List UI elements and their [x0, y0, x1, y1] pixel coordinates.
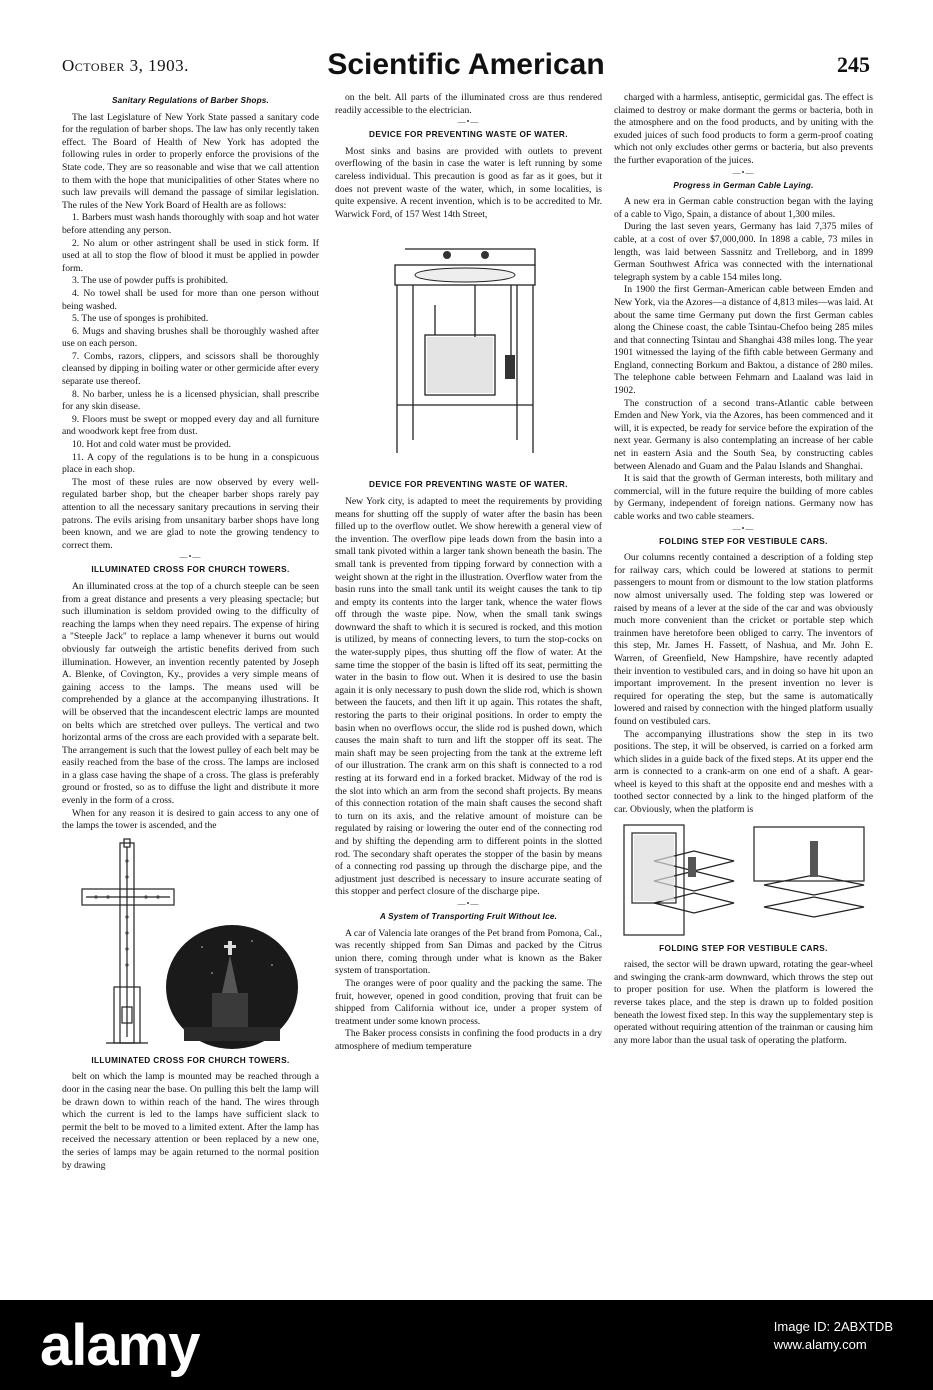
fruit-paragraph-3: The Baker process consists in confining the food products in a dry atmosphere of medium temperature [335, 1028, 602, 1052]
rule-10: 10. Hot and cold water must be provided. [72, 439, 232, 451]
step-paragraph-1: Our columns recently contained a description of a folding step for railway cars, which could be lowered at stations to permit passengers to mount from or dismount to the low station platforms now almost universally used. The folding step was lowered or raised by means of a lever at the side of the car and was obviously much more convenient than the cricket or portable step which trainmen have heretofore been obliged to carry. The inventors of this step, Mr. James H. Fassett, of Nashua, and Mr. John E. Warren, of Greenfield, New Hampshire, have recently adapted their invention to vestibuled cars, and in doing so have hit upon an important improvement. In the present invention no lever is required for operating the step, but the same is automatically lowered and raised by connection with the hinged platform usually found on vestibuled cars. [614, 552, 873, 727]
step-caption: FOLDING STEP FOR VESTIBULE CARS. [659, 943, 828, 953]
barber-intro: The last Legislature of New York State passed a sanitary code for the regulation of barber shops. The law has only recently taken effect. The Board of Health of New York has adopted the following rules in order to properly enforce the provisions of the State code. They are so reasonable and wise that we call attention to them with the hope that municipalities of other States where no such law prevails will demand the passage of similar legislation. The rules of the New York Board of Health are as follows: [62, 111, 319, 211]
waste-paragraph-2: New York city, is adapted to meet the requirements by providing means for shutting off the supply of water after the basin has been filled up to the overflow outlet. We show herewith a general view of the invention. The overflow pipe leads down from the basin into a small tank pivoted within a larger tank shown beneath the basin. The small tank is prevented from tipping forward by connection with a weight shown at the right in the illustration. Overflow water from the basin runs into the small tank until its weight causes the tank to tip and empty its contents into the larger tank, whence the water flows off through the waste pipe. Now, when the small tank swings downward the shaft to which it is secured is rocked, and this motion is utilized, by means of connecting levers, to turn the stop-cocks on the water-supply pipes, thus shutting off the flow of water. At the same time the stopper of the basin is lifted off its seat, permitting the water in the basin to flow out. When it is desired to use the basin again it is only necessary to push down the slide rod, which is shown between the faucets, and then lift it up again. This rotates the shaft, restoring the parts to their original positions. In order to empty the basin when no overflows occur, the slide rod is pushed down, which causes the main shaft to turn and lift the stopper off its seat. The main shaft may be seen projecting from the tank at the extreme left of our illustration. The crank arm on this shaft is connected to a rod resting at its forward end in a forked bracket. Midway of the rod is the slot into which an arm from the second shaft projects. By means of this connection rotation of the main shaft causes the second shaft to turn on its axis, and the relative amount of moisture can be regulated by raising or lowering the outer end of the connecting rod and by shifting the depending arm to different points in the slotted rod. The secondary shaft operates the stopper of the basin by means of a connecting rod passing up through the discharge pipe, and the adjustment just described is necessary to insure accurate seating of this stopper and perfect closure of the discharge pipe. [335, 495, 602, 898]
rule-2: 2. No alum or other astringent shall be used in stick form. If used at all to stop the flow of blood it must be applied in powder form. [62, 237, 319, 274]
cable-paragraph-5: It is said that the growth of German interests, both military and commercial, will in the future require the building of more cables by Germany, independent of foreign nations. Germany now has cable works and two cable steamers. [614, 473, 873, 522]
cross-illustration [62, 837, 319, 1051]
cross-engraving-icon [62, 837, 319, 1051]
rule-6: 6. Mugs and shaving brushes shall be thoroughly washed after use on each person. [62, 325, 319, 350]
column-2 [335, 92, 602, 1053]
page-number: 245 [837, 52, 870, 77]
cable-heading: Progress in German Cable Laying. [673, 180, 814, 190]
site-url: www.alamy.com [773, 1337, 867, 1352]
rule-8: 8. No barber, unless he is a licensed physician, shall prescribe for any skin disease. [62, 388, 319, 413]
step-heading: FOLDING STEP FOR VESTIBULE CARS. [659, 536, 828, 546]
rule-5: 5. The use of sponges is prohibited. [72, 313, 209, 325]
fruit-paragraph-2: The oranges were of poor quality and the packing the same. The fruit, however, opened in good condition, proving that fruit can be shipped from California without ice, under a proper system of treatment under some known process. [335, 977, 602, 1027]
barber-heading: Sanitary Regulations of Barber Shops. [111, 96, 270, 105]
fruit-paragraph-1: A car of Valencia late oranges of the Pet brand from Pomona, Cal., was recently shipped from San Dimas and packed by the Citrus union there, coming through under what is known as the Baker system of transportation. [335, 927, 602, 977]
masthead-title: Scientific American [327, 48, 605, 81]
section-divider: —•— [732, 167, 755, 177]
folding-step-illustration [614, 821, 873, 939]
cross-caption: ILLUMINATED CROSS FOR CHURCH TOWERS. [91, 1055, 290, 1065]
section-divider: —•— [457, 898, 480, 908]
column-3 [614, 92, 873, 1047]
cross-paragraph-3: belt on which the lamp is mounted may be reached through a door in the casing near the base. On pulling this belt the lamp will be drawn down to within reach of the hand. The wires through which the current is led to the lamps have sufficient slack to permit the belt to be moved to a limited extent. After the lamp has received the necessary attention or been replaced by a new one, the series of lamps may be again returned to the normal position by drawing [62, 1071, 319, 1171]
water-device-illustration [335, 225, 602, 475]
rule-1: 1. Barbers must wash hands thoroughly with soap and hot water before attending any person. [62, 212, 319, 236]
rule-9: 9. Floors must be swept or mopped every day and all furniture and woodwork kept free from dust. [62, 413, 319, 438]
alamy-logo: alamy [40, 1313, 200, 1378]
column-1 [62, 92, 319, 1172]
cable-paragraph-4: The construction of a second trans-Atlantic cable between Emden and New York, via the Azores, has been commenced and it will, it is expected, be ready for service before the expiration of the next year. Germany is also contemplating an increase of her cable net in eastern Asia and the South Sea, by constructing cables between Alenado and Guam and the Palau Islands and Shanghai. [614, 397, 873, 472]
rule-7: 7. Combs, razors, clippers, and scissors shall be thoroughly cleansed by dipping in boiling water or other germicide after every separate use thereof. [62, 350, 319, 388]
cable-paragraph-3: In 1900 the first German-American cable between Emden and New York, via the Azores—a distance of 4,813 miles—was laid. At about the same time Germany put down the first German cables along the Chinese coast, the cable Tsintau-Chefoo being 285 miles and that connecting Tsintau and Shanghai 438 miles long. The year 1901 witnessed the laying of the fifth cable between Germany and England, connecting Borkum and Baktou, a distance of 280 miles. The telephone cable between Fehmarn and Laaland was laid in 1902. [614, 284, 873, 397]
waste-heading: DEVICE FOR PREVENTING WASTE OF WATER. [369, 130, 568, 140]
step-paragraph-3: raised, the sector will be drawn upward, rotating the gear-wheel and swinging the crank-arm downward, which throws the step out to proper position for use. When the platform is lowered the reverse takes place, and the step is drawn up to folded position beneath the lowest fixed step. In this way the supplementary step is operated without requiring attention of the trainman or causing him any more labor than the usual task of operating the platform. [614, 959, 873, 1046]
rule-3: 3. The use of powder puffs is prohibited. [72, 275, 229, 287]
cable-paragraph-1: A new era in German cable construction began with the laying of a cable to Vigo, Spain, a distance of about 1,300 miles. [614, 196, 873, 220]
rule-4: 4. No towel shall be used for more than one person without being washed. [62, 287, 319, 312]
cable-paragraph-2: During the last seven years, Germany has laid 7,375 miles of cable, at a cost of over $7,000,000. In 1898 a cable, 73 miles in length, was laid between Sassnitz and Trelleborg, and in 1899 German Southwest Africa was connected with the international telegraph system by a cable 154 miles long. [614, 221, 873, 283]
fruit-continuation: charged with a harmless, antiseptic, germicidal gas. The effect is claimed to destroy or make dormant the germs or bacteria, both in the atmosphere and on the food products, and by uniting with the exuded juices of such food products to form a germ-proof coating which not only excludes other germs or bacteria, but also prevents the further evaporation of the juices. [614, 92, 873, 166]
cross-paragraph-1: An illuminated cross at the top of a church steeple can be seen from a great distance and presents a very pleasing spectacle; but such illumination is seldom provided owing to the difficulty of reaching the lamps when they need repairs. The expense of hiring a "Steeple Jack" to replace a lamp whenever it burns out would obviously far outweigh the artistic benefits derived from such illumination. However, an invention recently patented by Joseph A. Blenke, of Covington, Ky., provides a very simple means of gaining access to the lamps. The means used will be comprehended by a glance at the accompanying illustrations. It will be observed that the incandescent electric lamps are mounted on belts which are stretched over pulleys. The vertical and two horizontal arms of the cross are each provided with a separate belt. The arrangement is such that the lowest pulley of each belt may be easily reached from the base of the cross. The lamps are inclosed in a glass case having the shape of a cross. The glass is preferably ground or frosted, so as to diffuse the light and distribute it more evenly in the form of a cross. [62, 580, 319, 807]
barber-closing: The most of these rules are now observed by every well-regulated barber shop, but the cheaper barber shops rarely pay attention to all the necessary sanitary precautions in serving their patrons. The evils arising from unsanitary barber shops have long been known, and we are glad to note the growing tendency to correct them. [62, 476, 319, 551]
issue-date: October 3, 1903. [62, 56, 189, 75]
waste-paragraph-1: Most sinks and basins are provided with outlets to prevent overflowing of the basin in case the water is left running by some careless individual. This precaution is good as far as it goes, but it does not prevent waste of the water, which, in some localities, is quite expensive. A recent invention, which is to be accredited to Mr. Warwick Ford, of 157 West 14th Street, [335, 145, 602, 220]
stock-watermark-band [0, 1300, 933, 1390]
image-id: Image ID: 2ABXTDB [773, 1319, 893, 1334]
section-divider: —•— [457, 117, 480, 127]
section-divider: —•— [732, 523, 755, 533]
step-paragraph-2: The accompanying illustrations show the step in its two positions. The step, it will be observed, is carried on a forked arm which slides in a guide back of the fixed steps. At its upper end the arm is connected to a crank-arm on one end of a shaft. A gear-wheel is keyed to this shaft at the opposite end and meshes with a toothed sector connected by a link to the hinged platform of the car. Obviously, when the platform is [614, 728, 873, 816]
cross-paragraph-2: When for any reason it is desired to gain access to any one of the lamps the tower is ascended, and the [62, 807, 319, 832]
cross-continuation: on the belt. All parts of the illuminated cross are thus rendered readily accessible to the electrician. [335, 92, 602, 116]
fruit-heading: A System of Transporting Fruit Without Ice. [379, 911, 558, 921]
rule-11: 11. A copy of the regulations is to be hung in a conspicuous place in each shop. [62, 451, 319, 476]
cross-heading: ILLUMINATED CROSS FOR CHURCH TOWERS. [91, 565, 290, 575]
watermark-meta [774, 1318, 893, 1354]
page-header [62, 48, 870, 82]
waste-caption: DEVICE FOR PREVENTING WASTE OF WATER. [369, 480, 568, 490]
folding-step-engraving-icon [614, 821, 873, 939]
basin-stand-engraving-icon [335, 225, 602, 475]
section-divider: —•— [179, 552, 202, 562]
